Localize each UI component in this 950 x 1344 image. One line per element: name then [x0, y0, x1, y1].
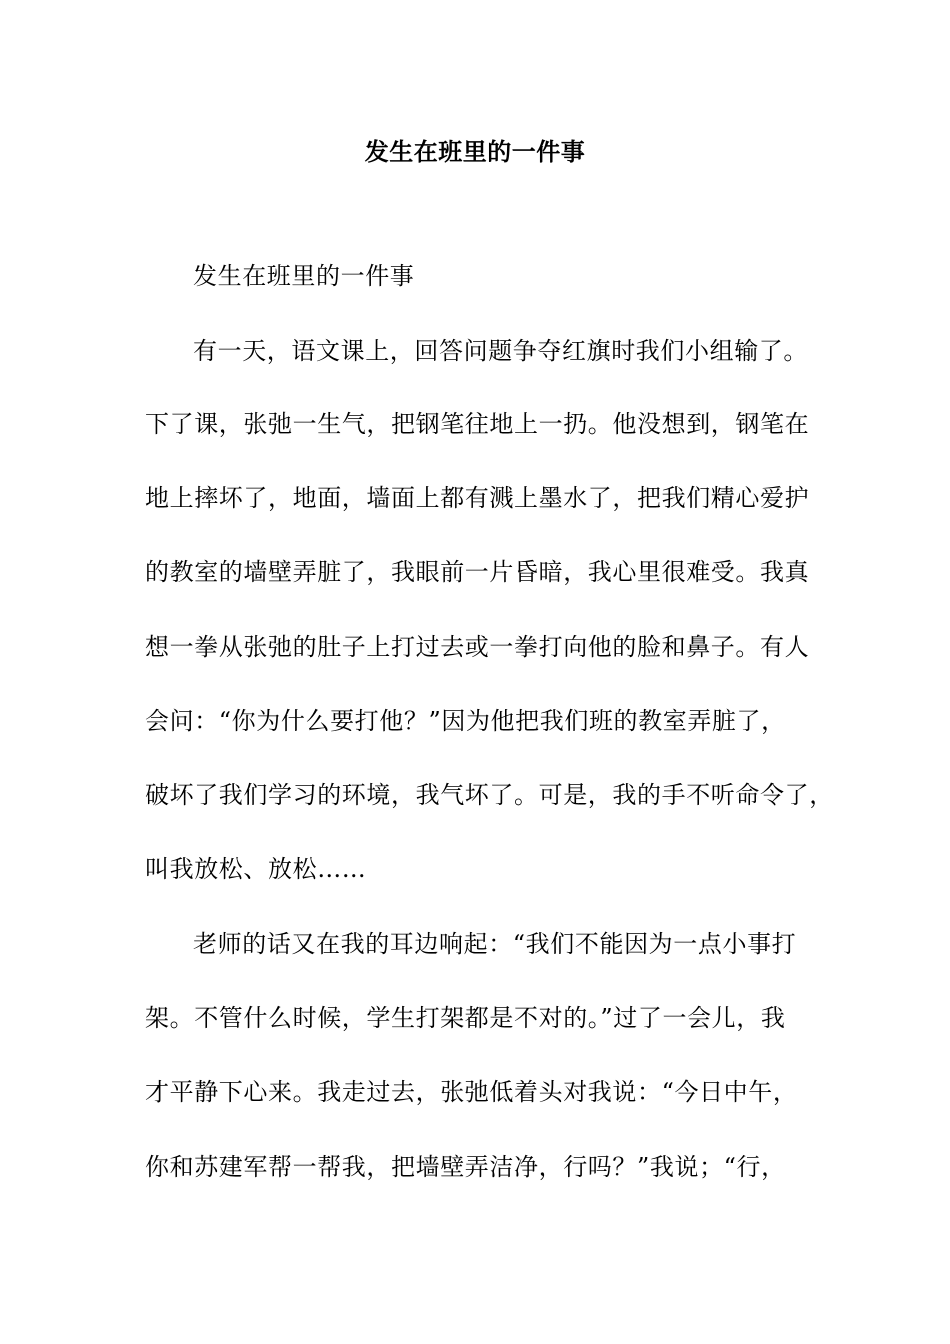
paragraph-line: 会问：“你为什么要打他？”因为他把我们班的教室弄脏了，	[145, 707, 786, 735]
paragraph-line: 想一拳从张弛的肚子上打过去或一拳打向他的脸和鼻子。有人	[145, 633, 810, 661]
paragraph-line: 破坏了我们学习的环境，我气坏了。可是，我的手不听命令了，	[145, 781, 834, 809]
paragraph-line: 才平静下心来。我走过去，张弛低着头对我说：“今日中午，	[145, 1078, 798, 1106]
paragraph-line: 叫我放松、放松……	[145, 855, 367, 883]
paragraph-line: 老师的话又在我的耳边响起：“我们不能因为一点小事打	[193, 930, 797, 958]
document-title: 发生在班里的一件事	[364, 137, 586, 166]
paragraph-line: 下了课，张弛一生气，把钢笔往地上一扔。他没想到，钢笔在	[145, 410, 810, 438]
paragraph-heading: 发生在班里的一件事	[193, 262, 415, 290]
paragraph-line: 地上摔坏了，地面，墙面上都有溅上墨水了，把我们精心爱护	[145, 484, 810, 512]
paragraph-line: 的教室的墙壁弄脏了，我眼前一片昏暗，我心里很难受。我真	[145, 558, 810, 586]
paragraph-line: 你和苏建军帮一帮我，把墙壁弄洁净，行吗？”我说；“行，	[145, 1153, 786, 1181]
paragraph-line: 架。不管什么时候，学生打架都是不对的。”过了一会儿，我	[145, 1004, 786, 1032]
paragraph-line: 有一天，语文课上，回答问题争夺红旗时我们小组输了。	[193, 337, 808, 365]
